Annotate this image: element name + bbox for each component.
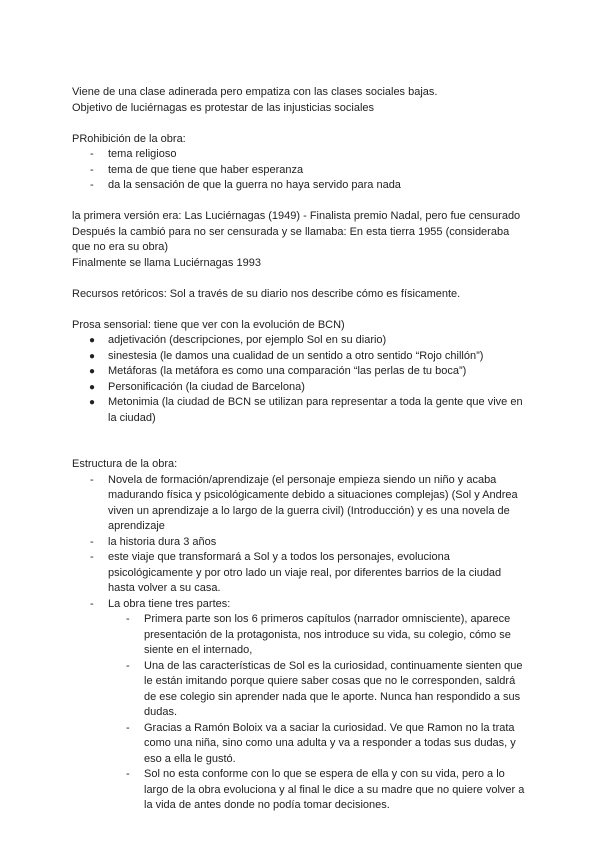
document-content — [72, 85, 528, 814]
intro-line-2: Objetivo de luciérnagas es protestar de las injusticias sociales — [72, 101, 375, 114]
versiones-line-1: la primera versión era: Las Luciérnagas (1949) - Finalista premio Nadal, pero fue censurado — [72, 210, 521, 222]
bullet-marker: ● — [89, 381, 96, 393]
estructura-heading: Estructura de la obra: — [72, 458, 178, 470]
list-item: ● Metáforas (la metáfora es como una comparación “las perlas de tu boca”) — [72, 364, 528, 380]
prosa-list — [72, 333, 528, 426]
dash-marker: - — [90, 179, 94, 191]
list-item: - da la sensación de que la guerra no haya servido para nada — [72, 178, 528, 194]
versiones-line-2: Después la cambió para no ser censurada y se llamaba: En esta tierra 1955 (consideraba que no era su obra) — [72, 225, 510, 253]
bullet-marker: ● — [89, 335, 96, 346]
intro-line-1: Viene de una clase adinerada pero empatiza con las clases sociales bajas. — [72, 86, 438, 98]
list-item: - La obra tiene tres partes: — [72, 597, 528, 613]
list-item: - Gracias a Ramón Boloix va a saciar la curiosidad. Ve que Ramon no la trata como una niña, sino como una adulta y va a responder a todas sus dudas, y eso a ella le gustó. — [126, 721, 516, 765]
dash-marker: - — [126, 613, 130, 625]
list-item: ● adjetivación (descripciones, por ejemplo Sol en su diario) — [72, 333, 528, 349]
list-item: - Sol no esta conforme con lo que se espera de ella y con su vida, pero a lo largo de la obra evoluciona y al final le dice a su madre que no quiere volver a la vida de antes donde no podía tomar decisiones. — [126, 768, 525, 811]
bullet-marker: ● — [89, 366, 96, 377]
dash-marker: - — [126, 768, 130, 780]
list-item: - la historia dura 3 años — [72, 535, 528, 551]
estructura-sublist — [72, 612, 528, 814]
prohibicion-list — [72, 147, 528, 194]
bullet-marker: ● — [89, 397, 96, 408]
list-item: - Primera parte son los 6 primeros capítulos (narrador omnisciente), aparece presentación de la protagonista, nos introduce su vida, su colegio, cómo se siente en el internado, — [126, 613, 511, 656]
bullet-marker: ● — [89, 350, 96, 362]
versiones-line-3: Finalmente se llama Luciérnagas 1993 — [72, 256, 261, 269]
dash-marker: - — [90, 597, 94, 610]
dash-marker: - — [126, 659, 130, 672]
list-item: ● Metonimia (la ciudad de BCN se utilizan para representar a toda la gente que vive en la ciudad) — [89, 396, 523, 424]
list-item: - Una de las características de Sol es la curiosidad, continuamente sienten que le están imitando porque quiere saber cosas que no le corresponden, saldrá de ese colegio sin aprender nada que le aporte. Nunca han respondido a sus dudas. — [126, 659, 523, 718]
dash-marker: - — [90, 551, 94, 563]
list-item: - este viaje que transformará a Sol y a todos los personajes, evoluciona psicológicamente y por otro lado un viaje real, por diferentes barrios de la ciudad hasta volver a su casa. — [90, 551, 502, 594]
list-item: - Novela de formación/aprendizaje (el personaje empieza siendo un niño y acaba madurando física y psicológicamente debido a situaciones complejas) (Sol y Andrea viven un aprendizaje a lo largo de la guerra civil) (Introducción) y es una novela de aprendizaje — [90, 473, 518, 532]
prohibicion-heading: PRohibición de la obra: — [72, 132, 186, 145]
dash-marker: - — [90, 535, 94, 548]
dash-marker: - — [126, 721, 130, 734]
recursos-line: Recursos retóricos: Sol a través de su diario nos describe cómo es físicamente. — [72, 287, 461, 300]
estructura-list — [72, 473, 528, 613]
list-item: ● sinestesia (le damos una cualidad de un sentido a otro sentido “Rojo chillón”) — [72, 349, 528, 365]
list-item: ● Personificación (la ciudad de Barcelona) — [72, 380, 528, 396]
list-item: - tema de que tiene que haber esperanza — [72, 163, 528, 179]
dash-marker: - — [90, 148, 94, 160]
prosa-heading: Prosa sensorial: tiene que ver con la evolución de BCN) — [72, 318, 345, 331]
dash-marker: - — [90, 473, 94, 486]
dash-marker: - — [90, 163, 94, 176]
list-item: - tema religioso — [72, 147, 528, 163]
